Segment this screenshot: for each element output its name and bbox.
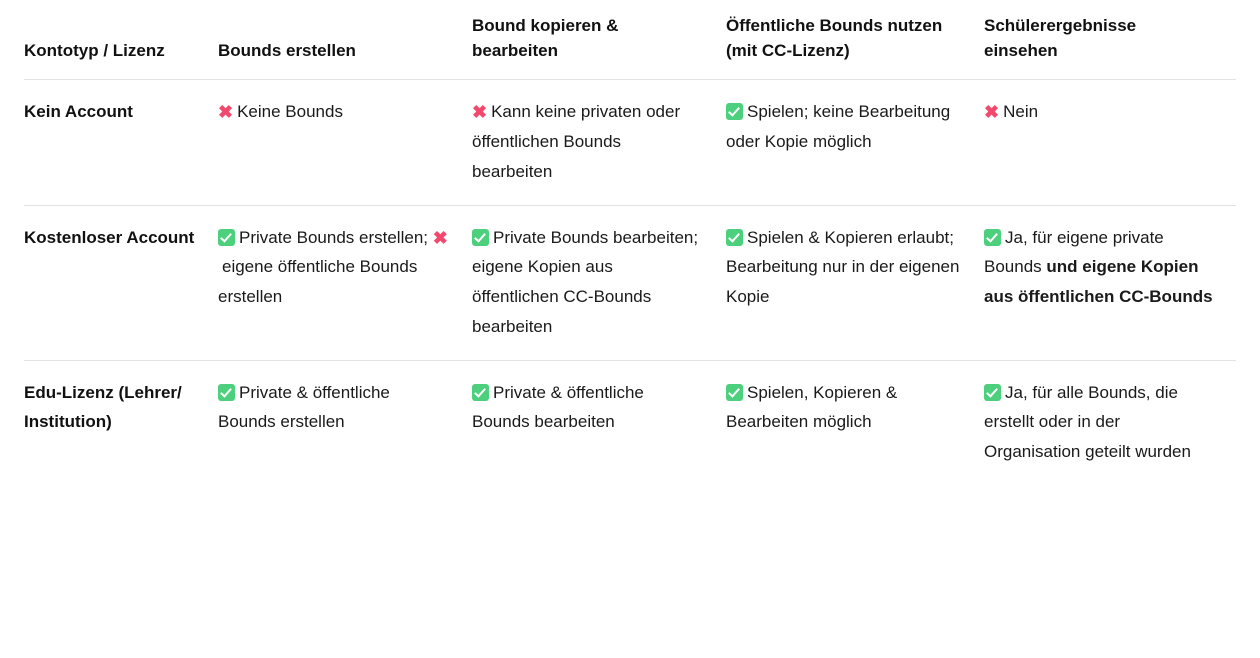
license-comparison-table [24,10,1236,485]
check-mark-icon [218,229,235,246]
cell-free-account-copy-edit: Private Bounds bearbeiten; eigene Kopien aus öffentlichen CC-Bounds bearbeiten [472,205,726,360]
x-mark-icon: ✖ [218,102,234,123]
check-mark-icon [726,229,743,246]
row-header-free-account: Kostenloser Account [24,205,218,360]
table-header-row [24,10,1236,80]
x-mark-icon: ✖ [984,102,1000,123]
column-header-copy-edit-bound: Bound kopieren & bearbeiten [472,10,726,80]
cell-free-account-student-results: Ja, für eigene private Bounds und eigene Kopien aus öffentlichen CC-Bounds [984,205,1236,360]
row-header-no-account: Kein Account [24,80,218,205]
check-mark-icon [726,103,743,120]
table-body [24,80,1236,485]
cell-emphasis: und eigene Kopien aus öffentlichen CC-Bounds [984,257,1213,307]
row-header-edu-license: Edu-Lizenz (Lehrer/ Institution) [24,382,182,432]
table-row [24,80,1236,205]
table-row [24,360,1236,485]
table-row [24,205,1236,360]
column-header-create-bounds: Bounds erstellen [218,10,472,80]
cell-free-account-create: Private Bounds erstellen; ✖eigene öffentliche Bounds erstellen [218,205,472,360]
check-mark-icon [218,384,235,401]
column-header-use-public-bounds: Öffentliche Bounds nutzen (mit CC-Lizenz) [726,10,984,80]
cell-edu-student-results: Ja, für alle Bounds, die erstellt oder in der Organisation geteilt wurden [984,382,1191,462]
x-mark-icon: ✖ [432,227,448,248]
table-header [24,10,1236,80]
cell-no-account-copy-edit: ✖ Kann keine privaten oder öffentlichen Bounds bearbeiten [472,80,726,205]
cell-free-account-public-bounds: Spielen & Kopieren erlaubt; Bearbeitung nur in der eigenen Kopie [726,205,984,360]
cell-edu-copy-edit: Private & öffentliche Bounds bearbeiten [472,382,644,432]
cell-no-account-student-results: ✖ Nein [984,80,1236,205]
check-mark-icon [472,384,489,401]
cell-no-account-public-bounds: Spielen; keine Bearbeitung oder Kopie möglich [726,80,984,205]
column-header-account-type: Kontotyp / Lizenz [24,10,218,80]
cell-edu-public-bounds: Spielen, Kopieren & Bearbeiten möglich [726,382,898,432]
cell-no-account-create: ✖ Keine Bounds [218,80,472,205]
cell-edu-create: Private & öffentliche Bounds erstellen [218,382,390,432]
check-mark-icon [472,229,489,246]
column-header-view-student-results: Schülerergebnisse einsehen [984,10,1236,80]
check-mark-icon [984,384,1001,401]
x-mark-icon: ✖ [472,102,488,123]
check-mark-icon [984,229,1001,246]
check-mark-icon [726,384,743,401]
